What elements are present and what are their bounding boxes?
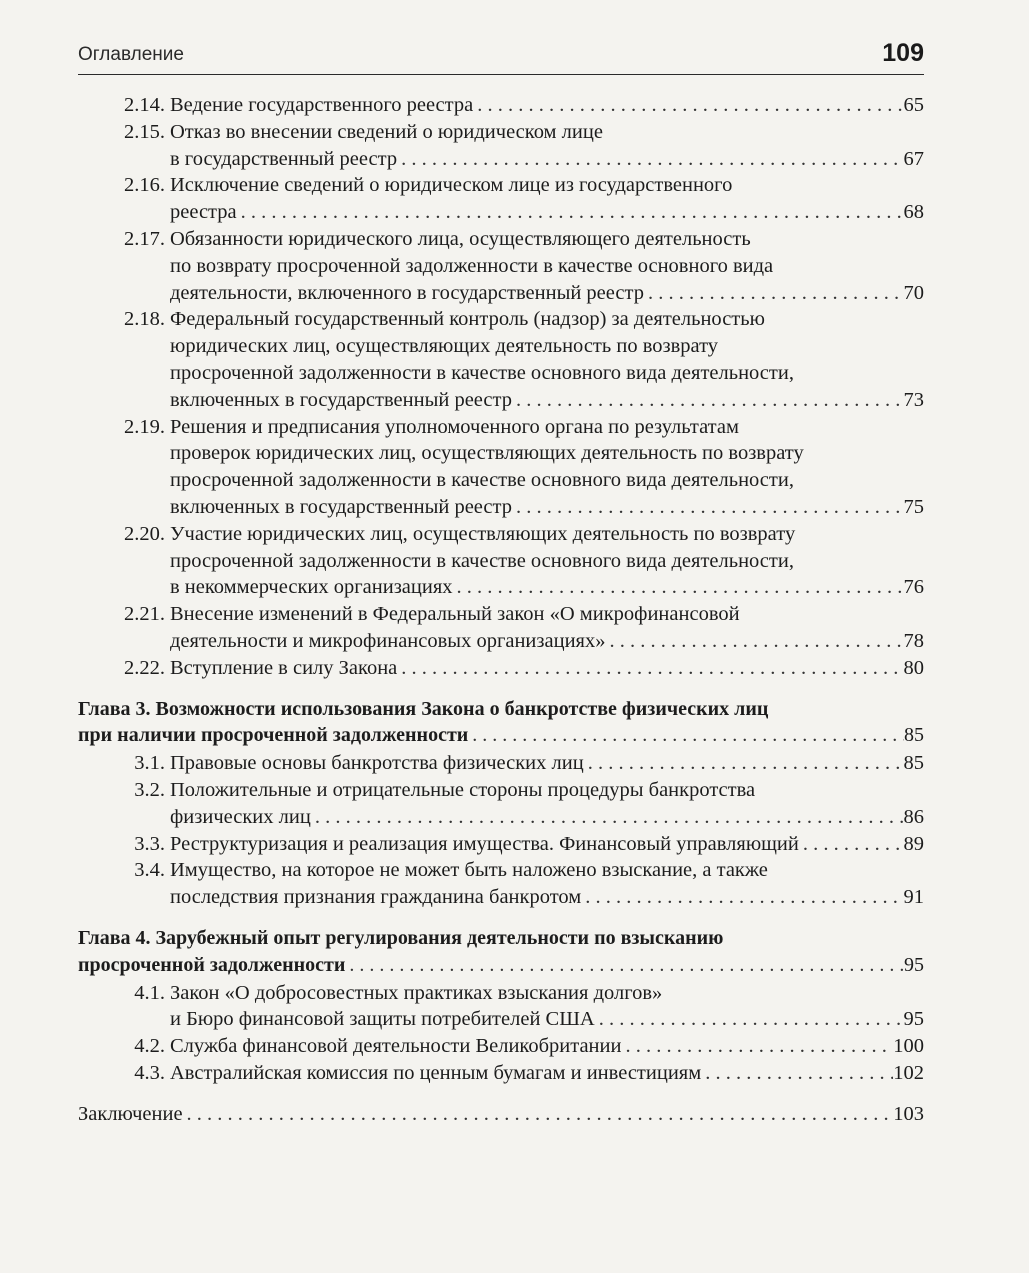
toc-entry-leader-row bbox=[170, 628, 924, 655]
toc-entry-body bbox=[78, 1101, 924, 1128]
dot-leader bbox=[311, 804, 904, 831]
toc-entry-title-line: Имущество, на которое не может быть наложено взыскание, а также bbox=[170, 859, 768, 882]
toc-entry-number: 3.4. bbox=[134, 859, 165, 882]
toc-entry-page: 67 bbox=[903, 147, 924, 170]
toc-entry-title-line: Отказ во внесении сведений о юридическом лице bbox=[170, 120, 603, 143]
toc-entry-title-line: Ведение государственного реестра bbox=[170, 94, 474, 116]
toc-entry-body bbox=[170, 306, 924, 413]
toc-entry-title-line: в некоммерческих организациях bbox=[170, 576, 453, 599]
toc-entry-number: 4.2. bbox=[134, 1035, 165, 1058]
toc-entry-body bbox=[170, 1060, 924, 1087]
toc-entry-title-line: Положительные и отрицательные стороны процедуры банкротства bbox=[170, 778, 756, 801]
toc-section-entry bbox=[78, 1060, 924, 1087]
toc-entry-title-line: и Бюро финансовой защиты потребителей США bbox=[170, 1008, 595, 1031]
toc-section-entry bbox=[78, 1033, 924, 1060]
toc-entry-leader-row bbox=[170, 750, 924, 777]
toc-entry-title-line: включенных в государственный реестр bbox=[170, 388, 512, 411]
toc-entry-title-line: Участие юридических лиц, осуществляющих деятельность по возврату bbox=[170, 522, 796, 545]
toc-entry-leader-row bbox=[78, 952, 924, 979]
toc-section-entry bbox=[78, 226, 924, 306]
toc-entry-title-line: по возврату просроченной задолженности в качестве основного вида bbox=[170, 254, 774, 277]
toc-entry-body bbox=[170, 226, 924, 306]
toc-entry-title-line: Австралийская комиссия по ценным бумагам и инвестициям bbox=[170, 1061, 702, 1084]
toc-conclusion-entry bbox=[78, 1101, 924, 1128]
toc-entry-body bbox=[170, 92, 924, 119]
dot-leader bbox=[397, 655, 903, 682]
toc-entry-page: 102 bbox=[893, 1061, 924, 1084]
toc-entry-title-line: Обязанности юридического лица, осуществляющего деятельность bbox=[170, 227, 751, 250]
toc-entry-page: 70 bbox=[903, 281, 924, 304]
dot-leader bbox=[799, 831, 904, 858]
toc-entry-number: 2.19. bbox=[124, 415, 165, 438]
running-head-title: Оглавление bbox=[78, 44, 184, 65]
toc-entry-leader-row bbox=[170, 1060, 924, 1087]
toc-entry-title-line: просроченной задолженности bbox=[78, 953, 346, 976]
table-of-contents bbox=[78, 92, 924, 1127]
toc-entry-title-line: деятельности, включенного в государственный реестр bbox=[170, 281, 644, 304]
toc-entry-page: 68 bbox=[903, 201, 924, 224]
toc-entry-page: 85 bbox=[903, 752, 924, 775]
toc-entry-title-line: Глава 4. Зарубежный опыт регулирования деятельности по взысканию bbox=[78, 926, 724, 949]
toc-entry-title-line: последствия признания гражданина банкротом bbox=[170, 886, 582, 909]
toc-entry-number: 2.17. bbox=[124, 227, 165, 250]
toc-entry-body bbox=[170, 414, 924, 521]
toc-entry-leader-row bbox=[170, 199, 924, 226]
toc-section-entry bbox=[78, 601, 924, 655]
dot-leader bbox=[453, 574, 904, 601]
toc-entry-title-line: Реструктуризация и реализация имущества. Финансовый управляющий bbox=[170, 832, 799, 855]
toc-entry-page: 95 bbox=[903, 1008, 924, 1031]
dot-leader bbox=[605, 628, 903, 655]
dot-leader bbox=[595, 1006, 904, 1033]
toc-entry-title-line: физических лиц bbox=[170, 805, 311, 828]
dot-leader bbox=[183, 1101, 894, 1128]
toc-entry-number: 3.2. bbox=[134, 778, 165, 801]
toc-entry-number: 2.20. bbox=[124, 522, 165, 545]
toc-chapter-entry bbox=[78, 696, 924, 750]
toc-entry-body bbox=[170, 980, 924, 1034]
toc-entry-title-line: юридических лиц, осуществляющих деятельность по возврату bbox=[170, 335, 719, 358]
toc-section-entry bbox=[78, 777, 924, 831]
toc-entry-leader-row bbox=[170, 574, 924, 601]
toc-entry-leader-row bbox=[170, 494, 924, 521]
toc-section-entry bbox=[78, 119, 924, 173]
toc-section-entry bbox=[78, 831, 924, 858]
toc-entry-title-line: Решения и предписания уполномоченного органа по результатам bbox=[170, 415, 739, 438]
toc-entry-page: 73 bbox=[903, 388, 924, 411]
toc-section-entry bbox=[78, 92, 924, 119]
dot-leader bbox=[512, 387, 904, 414]
dot-leader bbox=[345, 952, 904, 979]
toc-entry-page: 76 bbox=[903, 576, 924, 599]
running-head bbox=[78, 36, 924, 75]
dot-leader bbox=[621, 1033, 893, 1060]
dot-leader bbox=[701, 1060, 893, 1087]
toc-entry-body bbox=[170, 601, 924, 655]
toc-entry-page: 86 bbox=[903, 805, 924, 828]
toc-entry-body bbox=[170, 831, 924, 858]
toc-entry-title-line: просроченной задолженности в качестве основного вида деятельности, bbox=[170, 549, 794, 572]
toc-entry-body bbox=[78, 925, 924, 979]
toc-entry-title-line: проверок юридических лиц, осуществляющих деятельность по возврату bbox=[170, 442, 804, 465]
toc-entry-leader-row bbox=[170, 1033, 924, 1060]
toc-entry-number: 2.21. bbox=[124, 603, 165, 626]
toc-entry-title-line: деятельности и микрофинансовых организациях» bbox=[170, 629, 606, 652]
toc-entry-page: 78 bbox=[903, 629, 924, 652]
toc-section-entry bbox=[78, 655, 924, 682]
toc-entry-leader-row bbox=[170, 831, 924, 858]
toc-entry-title-line: Вступление в силу Закона bbox=[170, 656, 398, 679]
toc-entry-title-line: Заключение bbox=[78, 1102, 183, 1125]
toc-entry-page: 95 bbox=[904, 953, 924, 976]
toc-entry-body bbox=[170, 119, 924, 173]
toc-entry-body bbox=[78, 696, 924, 750]
toc-entry-title-line: Глава 3. Возможности использования Закона о банкротстве физических лиц bbox=[78, 697, 769, 720]
toc-entry-number: 2.15. bbox=[124, 120, 165, 143]
toc-entry-page: 103 bbox=[893, 1102, 924, 1125]
toc-entry-page: 91 bbox=[903, 886, 924, 909]
dot-leader bbox=[512, 494, 904, 521]
toc-entry-body bbox=[170, 1033, 924, 1060]
toc-entry-leader-row bbox=[78, 722, 924, 749]
toc-entry-title-line: Исключение сведений о юридическом лице из государственного bbox=[170, 174, 733, 197]
dot-leader bbox=[581, 884, 903, 911]
toc-entry-leader-row bbox=[170, 387, 924, 414]
toc-entry-page: 75 bbox=[903, 495, 924, 518]
dot-leader bbox=[468, 722, 904, 749]
toc-entry-number: 2.14. bbox=[124, 94, 165, 116]
toc-entry-title-line: реестра bbox=[170, 201, 237, 224]
toc-entry-body bbox=[170, 172, 924, 226]
toc-entry-number: 2.16. bbox=[124, 174, 165, 197]
toc-entry-title-line: просроченной задолженности в качестве основного вида деятельности, bbox=[170, 469, 794, 492]
toc-section-entry bbox=[78, 857, 924, 911]
toc-entry-leader-row bbox=[170, 280, 924, 307]
toc-entry-body bbox=[170, 777, 924, 831]
toc-section-entry bbox=[78, 980, 924, 1034]
toc-entry-title-line: в государственный реестр bbox=[170, 147, 398, 170]
toc-entry-body bbox=[170, 521, 924, 601]
toc-chapter-entry bbox=[78, 925, 924, 979]
toc-entry-number: 4.1. bbox=[134, 981, 165, 1004]
toc-entry-number: 4.3. bbox=[134, 1061, 165, 1084]
toc-entry-body bbox=[170, 655, 924, 682]
toc-entry-page: 85 bbox=[904, 724, 924, 747]
toc-entry-leader-row bbox=[170, 146, 924, 173]
toc-entry-page: 100 bbox=[893, 1035, 924, 1058]
toc-section-entry bbox=[78, 414, 924, 521]
toc-entry-number: 2.18. bbox=[124, 308, 165, 331]
toc-entry-page: 89 bbox=[903, 832, 924, 855]
toc-section-entry bbox=[78, 172, 924, 226]
toc-entry-page: 80 bbox=[903, 656, 924, 679]
dot-leader bbox=[397, 146, 903, 173]
page-number: 109 bbox=[882, 39, 924, 67]
toc-entry-title-line: Служба финансовой деятельности Великобритании bbox=[170, 1035, 622, 1058]
toc-entry-body bbox=[170, 750, 924, 777]
toc-section-entry bbox=[78, 306, 924, 413]
dot-leader bbox=[473, 92, 903, 119]
toc-entry-number: 2.22. bbox=[124, 656, 165, 679]
dot-leader bbox=[584, 750, 904, 777]
toc-entry-leader-row bbox=[78, 1101, 924, 1128]
toc-entry-leader-row bbox=[170, 655, 924, 682]
toc-entry-title-line: включенных в государственный реестр bbox=[170, 495, 512, 518]
toc-entry-title-line: при наличии просроченной задолженности bbox=[78, 724, 469, 747]
toc-entry-body bbox=[170, 857, 924, 911]
toc-entry-leader-row bbox=[170, 92, 924, 119]
toc-entry-number: 3.1. bbox=[134, 752, 165, 775]
dot-leader bbox=[237, 199, 904, 226]
toc-section-entry bbox=[78, 521, 924, 601]
dot-leader bbox=[644, 280, 904, 307]
toc-section-entry bbox=[78, 750, 924, 777]
toc-entry-leader-row bbox=[170, 884, 924, 911]
toc-entry-title-line: просроченной задолженности в качестве основного вида деятельности, bbox=[170, 361, 794, 384]
toc-entry-page: 65 bbox=[903, 94, 924, 116]
toc-entry-leader-row bbox=[170, 804, 924, 831]
toc-entry-title-line: Внесение изменений в Федеральный закон «О микрофинансовой bbox=[170, 603, 740, 626]
toc-entry-title-line: Правовые основы банкротства физических лиц bbox=[170, 752, 584, 775]
toc-entry-title-line: Закон «О добросовестных практиках взыскания долгов» bbox=[170, 981, 663, 1004]
toc-entry-number: 3.3. bbox=[134, 832, 165, 855]
toc-entry-title-line: Федеральный государственный контроль (надзор) за деятельностью bbox=[170, 308, 765, 331]
toc-entry-leader-row bbox=[170, 1006, 924, 1033]
